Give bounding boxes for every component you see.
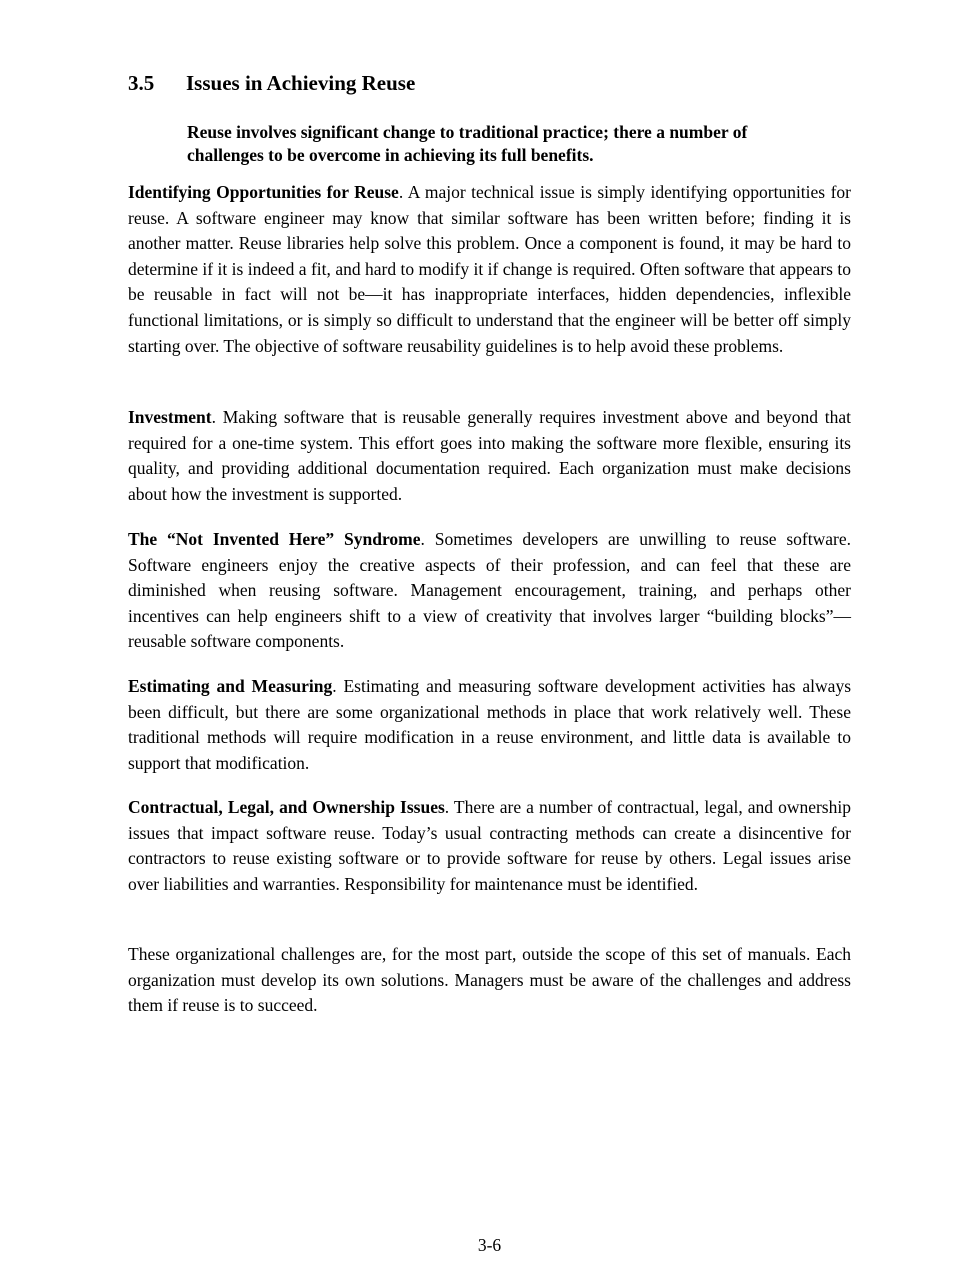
paragraph-estimating-measuring	[128, 674, 851, 776]
section-summary: Reuse involves significant change to traditional practice; there a number of challenges to be overcome in achieving its full benefits.	[187, 122, 748, 165]
paragraph-text: . Estimating and measuring software development activities has always been difficult, but there are some organizational methods in place that work relatively well. These traditional methods will require modification in a reuse environment, and little data is available to support that modification.	[128, 676, 852, 773]
paragraph-conclusion	[128, 942, 851, 1019]
paragraph-text: These organizational challenges are, for the most part, outside the scope of this set of manuals. Each organization must develop its own solutions. Managers must be aware of the challenges and address them if reuse is to succeed.	[128, 944, 851, 1016]
page-number: 3-6	[477, 1235, 502, 1255]
section-number: 3.5	[128, 71, 155, 95]
paragraph-investment	[128, 405, 851, 507]
paragraph-lead: Contractual, Legal, and Ownership Issues	[128, 797, 445, 817]
paragraph-text: . Making software that is reusable generally requires investment above and beyond that required for a one-time system. This effort goes into making the software more flexible, ensuring its quality, and providing additional documentation required. Each organization must make decisions about how the investment is supported.	[128, 407, 851, 504]
paragraph-lead: Estimating and Measuring	[128, 676, 333, 696]
paragraph-lead: Identifying Opportunities for Reuse	[128, 182, 399, 202]
paragraph-identifying-opportunities	[128, 180, 851, 359]
section-title: Issues in Achieving Reuse	[186, 71, 416, 95]
paragraph-text: . There are a number of contractual, legal, and ownership issues that impact software reuse. Today’s usual contracting methods can create a disincentive for contractors to reuse existing software or to provide software for reuse by others. Legal issues arise over liabilities and warranties. Responsibility for maintenance must be identified.	[128, 797, 851, 894]
paragraph-contractual-legal	[128, 795, 851, 897]
section-heading	[128, 70, 415, 96]
paragraph-not-invented-here	[128, 527, 851, 655]
paragraph-text: . Sometimes developers are unwilling to reuse software. Software engineers enjoy the creative aspects of their profession, and can feel that these are diminished when reusing software. Management encouragement, training, and perhaps other incentives can help engineers shift to a view of creativity that involves larger “building blocks”—reusable software components.	[128, 529, 851, 652]
paragraph-lead: The “Not Invented Here” Syndrome	[128, 529, 421, 549]
paragraph-lead: Investment	[128, 407, 212, 427]
paragraph-text: . A major technical issue is simply identifying opportunities for reuse. A software engineer may know that similar software has been written before; finding it is another matter. Reuse libraries help solve this problem. Once a component is found, it may be hard to determine if it is indeed a fit, and hard to modify it if change is required. Often software that appears to be reusable in fact will not be—it has inappropriate interfaces, hidden dependencies, inflexible functional limitations, or is simply so difficult to understand that the engineer will be better off simply starting over. The objective of software reusability guidelines is to help avoid these problems.	[128, 182, 851, 356]
